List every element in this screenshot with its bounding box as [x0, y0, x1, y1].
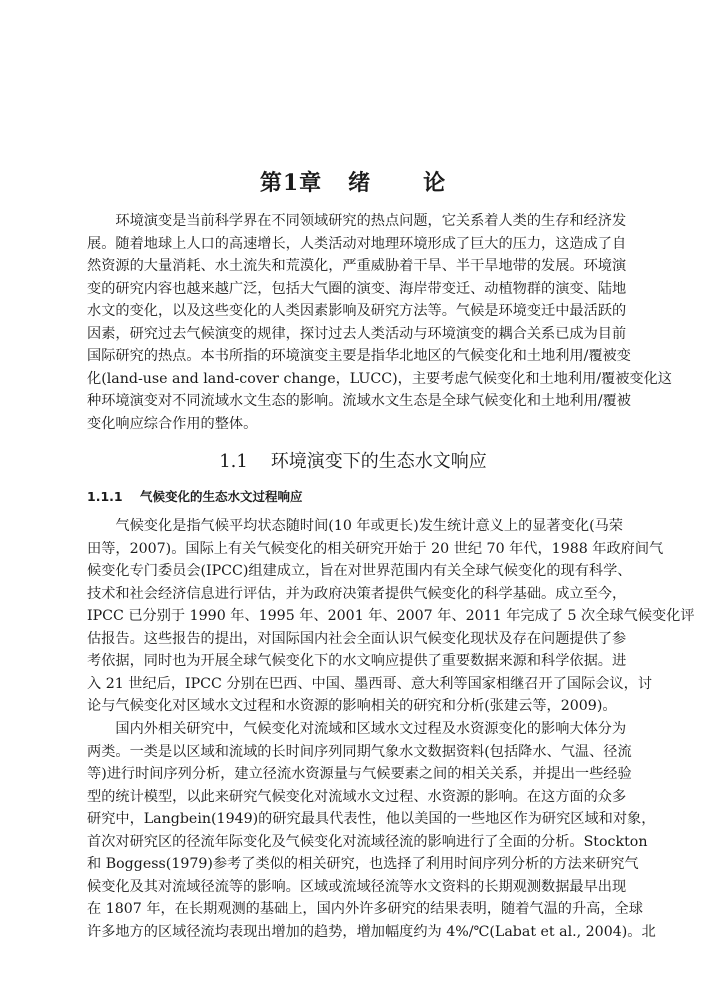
- text-line: IPCC 已分别于 1990 年、1995 年、2001 年、2007 年、2011 年完成了 5 次全球气候变化评: [87, 608, 695, 624]
- text-line: 两类。一类是以区域和流域的长时间序列同期气象水文数据资料(包括降水、气温、径流: [87, 743, 632, 760]
- text-line: 和 Boggess(1979)参考了类似的相关研究，也选择了利用时间序列分析的方法来研究气: [87, 856, 639, 872]
- text-line: 型的统计模型，以此来研究气候变化对流域水文过程、水资源的影响。在这方面的众多: [87, 788, 627, 805]
- text-line: 研究中，Langbein(1949)的研究最具代表性，他以美国的一些地区作为研究区域和对象，: [87, 811, 656, 827]
- text-line: 论与气候变化对区域水文过程和水资源的影响相关的研究和分析(张建云等，2009)。: [87, 698, 617, 714]
- text-line: 田等，2007)。国际上有关气候变化的相关研究开始于 20 世纪 70 年代，1988 年政府间气: [87, 540, 664, 557]
- text-line: 等)进行时间序列分析，建立径流水资源量与气候要素之间的相关关系，并提出一些经验: [87, 766, 632, 782]
- text-line: 国际研究的热点。本书所指的环境演变主要是指华北地区的气候变化和土地利用/覆被变: [87, 348, 631, 364]
- text-line: 变的研究内容也越来越广泛，包括大气圈的演变、海岸带变迁、动植物群的演变、陆地: [87, 280, 627, 297]
- text-line: 首次对研究区的径流年际变化及气候变化对流域径流的影响进行了全面的分析。Stockton: [87, 833, 648, 850]
- text-line: 气候变化是指气候平均状态随时间(10 年或更长)发生统计意义上的显著变化(马荣: [115, 518, 623, 534]
- text-line: 然资源的大量消耗、水土流失和荒漠化，严重威胁着干旱、半干旱地带的发展。环境演: [87, 258, 627, 274]
- section-heading: 1.1 环境演变下的生态水文响应: [219, 451, 487, 472]
- body-paragraph-1: [87, 515, 695, 718]
- text-line: 候变化专门委员会(IPCC)组建成立，旨在对世界范围内有关全球气候变化的现有科学、: [87, 563, 632, 579]
- subsection-heading: 1.1.1 气候变化的生态水文过程响应: [87, 489, 303, 504]
- text-line: 化(land-use and land-cover change，LUCC)，主要考虑气候变化和土地利用/覆被变化这: [87, 370, 672, 387]
- text-line: 估报告。这些报告的提出，对国际国内社会全面认识气候变化现状及存在问题提供了参: [87, 630, 627, 647]
- text-line: 在 1807 年，在长期观测的基础上，国内外许多研究的结果表明，随着气温的升高，全球: [87, 901, 643, 917]
- text-line: 入 21 世纪后，IPCC 分别在巴西、中国、墨西哥、意大利等国家相继召开了国际会议，讨: [87, 675, 653, 692]
- text-line: 水文的变化，以及这些变化的人类因素影响及研究方法等。气候是环境变迁中最活跃的: [87, 303, 627, 319]
- text-line: 展。随着地球上人口的高速增长，人类活动对地理环境形成了巨大的压力，这造成了自: [87, 235, 627, 252]
- intro-paragraph: [87, 210, 672, 435]
- text-line: 因素，研究过去气候演变的规律，探讨过去人类活动与环境演变的耦合关系已成为目前: [87, 325, 627, 342]
- text-line: 许多地方的区域径流均表现出增加的趋势，增加幅度约为 4%/℃(Labat et al., 2004)。北: [87, 923, 656, 940]
- text-line: 技术和社会经济信息进行评估，并为政府决策者提供气候变化的科学基础。成立至今，: [87, 585, 627, 602]
- body-paragraph-2: [87, 718, 656, 943]
- text-line: 国内外相关研究中，气候变化对流域和区域水文过程及水资源变化的影响大体分为: [115, 721, 627, 737]
- text-line: 种环境演变对不同流域水文生态的影响。流域水文生态是全球气候变化和土地利用/覆被: [87, 393, 631, 409]
- text-line: 候变化及其对流域径流等的影响。区域或流域径流等水文资料的长期观测数据最早出现: [87, 878, 627, 895]
- text-line: 考依据，同时也为开展全球气候变化下的水文响应提供了重要数据来源和科学依据。进: [87, 653, 627, 669]
- chapter-title: 第1章 绪 论: [259, 170, 447, 196]
- text-line: 变化响应综合作用的整体。: [87, 415, 258, 432]
- text-line: 环境演变是当前科学界在不同领域研究的热点问题，它关系着人类的生存和经济发: [115, 213, 627, 229]
